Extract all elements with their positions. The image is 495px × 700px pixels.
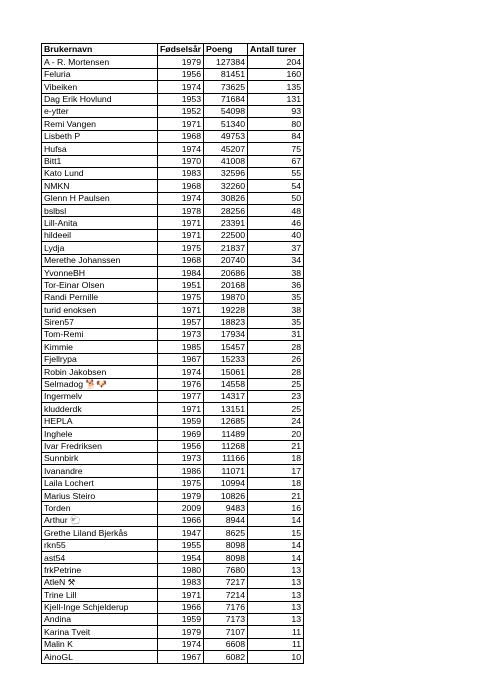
birth-year-cell: 1968 [158, 130, 204, 142]
username-cell: Lisbeth P [42, 130, 158, 142]
username-cell: ast54 [42, 552, 158, 564]
table-row [42, 651, 304, 663]
table-row [42, 514, 304, 526]
trip-count-cell: 34 [248, 254, 304, 266]
table-row [42, 229, 304, 241]
birth-year-cell: 1970 [158, 155, 204, 167]
username-cell: Bitt1 [42, 155, 158, 167]
birth-year-cell: 1986 [158, 465, 204, 477]
points-cell: 8098 [204, 539, 248, 551]
username-cell: AinoGL [42, 651, 158, 663]
table-row [42, 217, 304, 229]
username-cell: Ivar Fredriksen [42, 440, 158, 452]
header-trip-count: Antall turer [248, 44, 304, 56]
trip-count-cell: 38 [248, 304, 304, 316]
birth-year-cell: 1971 [158, 589, 204, 601]
table-row [42, 564, 304, 576]
points-cell: 9483 [204, 502, 248, 514]
points-cell: 45207 [204, 143, 248, 155]
table-row [42, 155, 304, 167]
username-cell: Laila Lochert [42, 477, 158, 489]
points-cell: 8098 [204, 552, 248, 564]
table-row [42, 366, 304, 378]
trip-count-cell: 25 [248, 378, 304, 390]
trip-count-cell: 48 [248, 205, 304, 217]
table-row [42, 341, 304, 353]
birth-year-cell: 1973 [158, 328, 204, 340]
birth-year-cell: 1952 [158, 105, 204, 117]
table-row [42, 452, 304, 464]
username-cell: Ivanandre [42, 465, 158, 477]
username-cell: turid enoksen [42, 304, 158, 316]
birth-year-cell: 1969 [158, 428, 204, 440]
trip-count-cell: 17 [248, 465, 304, 477]
birth-year-cell: 1971 [158, 403, 204, 415]
trip-count-cell: 13 [248, 613, 304, 625]
username-cell: AtleN ⚒ [42, 576, 158, 588]
birth-year-cell: 1984 [158, 267, 204, 279]
username-cell: Robin Jakobsen [42, 366, 158, 378]
username-cell: hildeeil [42, 229, 158, 241]
username-cell: Malin K [42, 638, 158, 650]
points-cell: 12685 [204, 415, 248, 427]
birth-year-cell: 1966 [158, 601, 204, 613]
username-cell: Tom-Remi [42, 328, 158, 340]
birth-year-cell: 1974 [158, 638, 204, 650]
table-row [42, 527, 304, 539]
trip-count-cell: 24 [248, 415, 304, 427]
table-row [42, 353, 304, 365]
table-row [42, 601, 304, 613]
points-cell: 71684 [204, 93, 248, 105]
username-cell: Torden [42, 502, 158, 514]
username-cell: bslbsl [42, 205, 158, 217]
username-cell: Feluria [42, 68, 158, 80]
trip-count-cell: 16 [248, 502, 304, 514]
birth-year-cell: 1971 [158, 118, 204, 130]
points-cell: 32260 [204, 180, 248, 192]
username-cell: NMKN [42, 180, 158, 192]
birth-year-cell: 1975 [158, 291, 204, 303]
birth-year-cell: 1983 [158, 576, 204, 588]
trip-count-cell: 75 [248, 143, 304, 155]
trip-count-cell: 37 [248, 242, 304, 254]
trip-count-cell: 204 [248, 56, 304, 68]
points-cell: 13151 [204, 403, 248, 415]
points-cell: 19870 [204, 291, 248, 303]
header-row [42, 44, 304, 56]
table-row [42, 626, 304, 638]
table-row [42, 390, 304, 402]
birth-year-cell: 1979 [158, 626, 204, 638]
trip-count-cell: 10 [248, 651, 304, 663]
trip-count-cell: 35 [248, 291, 304, 303]
trip-count-cell: 84 [248, 130, 304, 142]
table-row [42, 502, 304, 514]
birth-year-cell: 1956 [158, 440, 204, 452]
birth-year-cell: 1974 [158, 81, 204, 93]
birth-year-cell: 1959 [158, 415, 204, 427]
birth-year-cell: 1953 [158, 93, 204, 105]
points-cell: 7214 [204, 589, 248, 601]
trip-count-cell: 55 [248, 167, 304, 179]
trip-count-cell: 28 [248, 341, 304, 353]
table-row [42, 180, 304, 192]
trip-count-cell: 38 [248, 267, 304, 279]
table-row [42, 279, 304, 291]
points-cell: 54098 [204, 105, 248, 117]
trip-count-cell: 18 [248, 452, 304, 464]
points-cell: 15061 [204, 366, 248, 378]
points-cell: 7217 [204, 576, 248, 588]
username-cell: Randi Pernille [42, 291, 158, 303]
table-row [42, 81, 304, 93]
points-cell: 7176 [204, 601, 248, 613]
birth-year-cell: 1974 [158, 192, 204, 204]
birth-year-cell: 1951 [158, 279, 204, 291]
table-row [42, 304, 304, 316]
birth-year-cell: 1959 [158, 613, 204, 625]
points-cell: 49753 [204, 130, 248, 142]
trip-count-cell: 54 [248, 180, 304, 192]
username-cell: Ingermelv [42, 390, 158, 402]
table-row [42, 539, 304, 551]
username-cell: Lydja [42, 242, 158, 254]
trip-count-cell: 28 [248, 366, 304, 378]
username-cell: Kimmie [42, 341, 158, 353]
birth-year-cell: 1971 [158, 304, 204, 316]
birth-year-cell: 1947 [158, 527, 204, 539]
birth-year-cell: 1968 [158, 254, 204, 266]
points-cell: 10826 [204, 490, 248, 502]
table-row [42, 192, 304, 204]
points-cell: 7173 [204, 613, 248, 625]
birth-year-cell: 1985 [158, 341, 204, 353]
table-row [42, 415, 304, 427]
birth-year-cell: 1957 [158, 316, 204, 328]
trip-count-cell: 50 [248, 192, 304, 204]
username-cell: Remi Vangen [42, 118, 158, 130]
username-cell: Andina [42, 613, 158, 625]
birth-year-cell: 1955 [158, 539, 204, 551]
birth-year-cell: 1971 [158, 229, 204, 241]
username-cell: Vibeiken [42, 81, 158, 93]
points-cell: 41008 [204, 155, 248, 167]
points-cell: 11166 [204, 452, 248, 464]
trip-count-cell: 13 [248, 601, 304, 613]
points-cell: 51340 [204, 118, 248, 130]
username-cell: Trine Lill [42, 589, 158, 601]
points-cell: 14317 [204, 390, 248, 402]
table-row [42, 552, 304, 564]
username-cell: Siren57 [42, 316, 158, 328]
points-cell: 6608 [204, 638, 248, 650]
trip-count-cell: 14 [248, 539, 304, 551]
birth-year-cell: 1968 [158, 180, 204, 192]
birth-year-cell: 1976 [158, 378, 204, 390]
header-points: Poeng [204, 44, 248, 56]
birth-year-cell: 1967 [158, 353, 204, 365]
points-cell: 8944 [204, 514, 248, 526]
table-row [42, 68, 304, 80]
birth-year-cell: 1971 [158, 217, 204, 229]
birth-year-cell: 1974 [158, 366, 204, 378]
table-row [42, 613, 304, 625]
points-cell: 11071 [204, 465, 248, 477]
username-cell: Grethe Liland Bjerkås [42, 527, 158, 539]
trip-count-cell: 13 [248, 589, 304, 601]
table-row [42, 328, 304, 340]
table-row [42, 205, 304, 217]
username-cell: Tor-Einar Olsen [42, 279, 158, 291]
points-cell: 19228 [204, 304, 248, 316]
trip-count-cell: 160 [248, 68, 304, 80]
points-cell: 7107 [204, 626, 248, 638]
table-row [42, 118, 304, 130]
table-row [42, 254, 304, 266]
points-cell: 8625 [204, 527, 248, 539]
username-cell: Glenn H Paulsen [42, 192, 158, 204]
trip-count-cell: 14 [248, 552, 304, 564]
table-row [42, 291, 304, 303]
points-cell: 22500 [204, 229, 248, 241]
trip-count-cell: 35 [248, 316, 304, 328]
trip-count-cell: 25 [248, 403, 304, 415]
table-row [42, 93, 304, 105]
table-row [42, 130, 304, 142]
trip-count-cell: 15 [248, 527, 304, 539]
username-cell: frkPetrine [42, 564, 158, 576]
points-cell: 15233 [204, 353, 248, 365]
trip-count-cell: 36 [248, 279, 304, 291]
trip-count-cell: 80 [248, 118, 304, 130]
table-row [42, 638, 304, 650]
table-row [42, 378, 304, 390]
trip-count-cell: 26 [248, 353, 304, 365]
username-cell: Kato Lund [42, 167, 158, 179]
table-row [42, 428, 304, 440]
username-cell: Hufsa [42, 143, 158, 155]
trip-count-cell: 131 [248, 93, 304, 105]
trip-count-cell: 93 [248, 105, 304, 117]
trip-count-cell: 40 [248, 229, 304, 241]
birth-year-cell: 1956 [158, 68, 204, 80]
points-cell: 17934 [204, 328, 248, 340]
birth-year-cell: 1979 [158, 56, 204, 68]
trip-count-cell: 13 [248, 576, 304, 588]
points-cell: 7680 [204, 564, 248, 576]
header-username: Brukernavn [42, 44, 158, 56]
trip-count-cell: 14 [248, 514, 304, 526]
points-cell: 20168 [204, 279, 248, 291]
birth-year-cell: 1967 [158, 651, 204, 663]
username-cell: Merethe Johanssen [42, 254, 158, 266]
trip-count-cell: 46 [248, 217, 304, 229]
trip-count-cell: 21 [248, 440, 304, 452]
table-row [42, 465, 304, 477]
username-cell: rkn55 [42, 539, 158, 551]
birth-year-cell: 1974 [158, 143, 204, 155]
table-row [42, 316, 304, 328]
username-cell: kludderdk [42, 403, 158, 415]
points-cell: 11489 [204, 428, 248, 440]
birth-year-cell: 1975 [158, 242, 204, 254]
birth-year-cell: 1978 [158, 205, 204, 217]
table-row [42, 589, 304, 601]
username-cell: Sunnbirk [42, 452, 158, 464]
birth-year-cell: 2009 [158, 502, 204, 514]
birth-year-cell: 1966 [158, 514, 204, 526]
points-cell: 6082 [204, 651, 248, 663]
trip-count-cell: 18 [248, 477, 304, 489]
points-cell: 20686 [204, 267, 248, 279]
trip-count-cell: 67 [248, 155, 304, 167]
points-cell: 11268 [204, 440, 248, 452]
trip-count-cell: 11 [248, 626, 304, 638]
header-birth-year: Fødselsår [158, 44, 204, 56]
table-row [42, 490, 304, 502]
username-cell: e-ytter [42, 105, 158, 117]
points-cell: 81451 [204, 68, 248, 80]
birth-year-cell: 1973 [158, 452, 204, 464]
birth-year-cell: 1975 [158, 477, 204, 489]
table-row [42, 56, 304, 68]
points-cell: 15457 [204, 341, 248, 353]
trip-count-cell: 135 [248, 81, 304, 93]
trip-count-cell: 31 [248, 328, 304, 340]
table-row [42, 267, 304, 279]
birth-year-cell: 1954 [158, 552, 204, 564]
username-cell: Arthur 🐑 [42, 514, 158, 526]
username-cell: Marius Steiro [42, 490, 158, 502]
points-cell: 10994 [204, 477, 248, 489]
birth-year-cell: 1983 [158, 167, 204, 179]
trip-count-cell: 20 [248, 428, 304, 440]
trip-count-cell: 21 [248, 490, 304, 502]
table-row [42, 440, 304, 452]
table-row [42, 576, 304, 588]
username-cell: Kjell-Inge Schjelderup [42, 601, 158, 613]
points-cell: 20740 [204, 254, 248, 266]
points-cell: 21837 [204, 242, 248, 254]
points-cell: 73625 [204, 81, 248, 93]
points-cell: 14558 [204, 378, 248, 390]
points-cell: 30826 [204, 192, 248, 204]
points-cell: 18823 [204, 316, 248, 328]
username-cell: Fjellrypa [42, 353, 158, 365]
points-cell: 127384 [204, 56, 248, 68]
table-row [42, 105, 304, 117]
points-cell: 28256 [204, 205, 248, 217]
username-cell: Lill-Anita [42, 217, 158, 229]
points-cell: 23391 [204, 217, 248, 229]
table-row [42, 143, 304, 155]
username-cell: Selmadog 🐕🐶 [42, 378, 158, 390]
table-row [42, 167, 304, 179]
trip-count-cell: 11 [248, 638, 304, 650]
username-cell: YvonneBH [42, 267, 158, 279]
username-cell: A - R. Mortensen [42, 56, 158, 68]
birth-year-cell: 1977 [158, 390, 204, 402]
username-cell: Dag Erik Hovlund [42, 93, 158, 105]
points-cell: 32596 [204, 167, 248, 179]
trip-count-cell: 23 [248, 390, 304, 402]
birth-year-cell: 1980 [158, 564, 204, 576]
table-row [42, 403, 304, 415]
username-cell: HEPLA [42, 415, 158, 427]
trip-count-cell: 13 [248, 564, 304, 576]
score-table [41, 43, 304, 664]
table-row [42, 242, 304, 254]
birth-year-cell: 1979 [158, 490, 204, 502]
username-cell: Inghele [42, 428, 158, 440]
username-cell: Karina Tveit [42, 626, 158, 638]
table-row [42, 477, 304, 489]
